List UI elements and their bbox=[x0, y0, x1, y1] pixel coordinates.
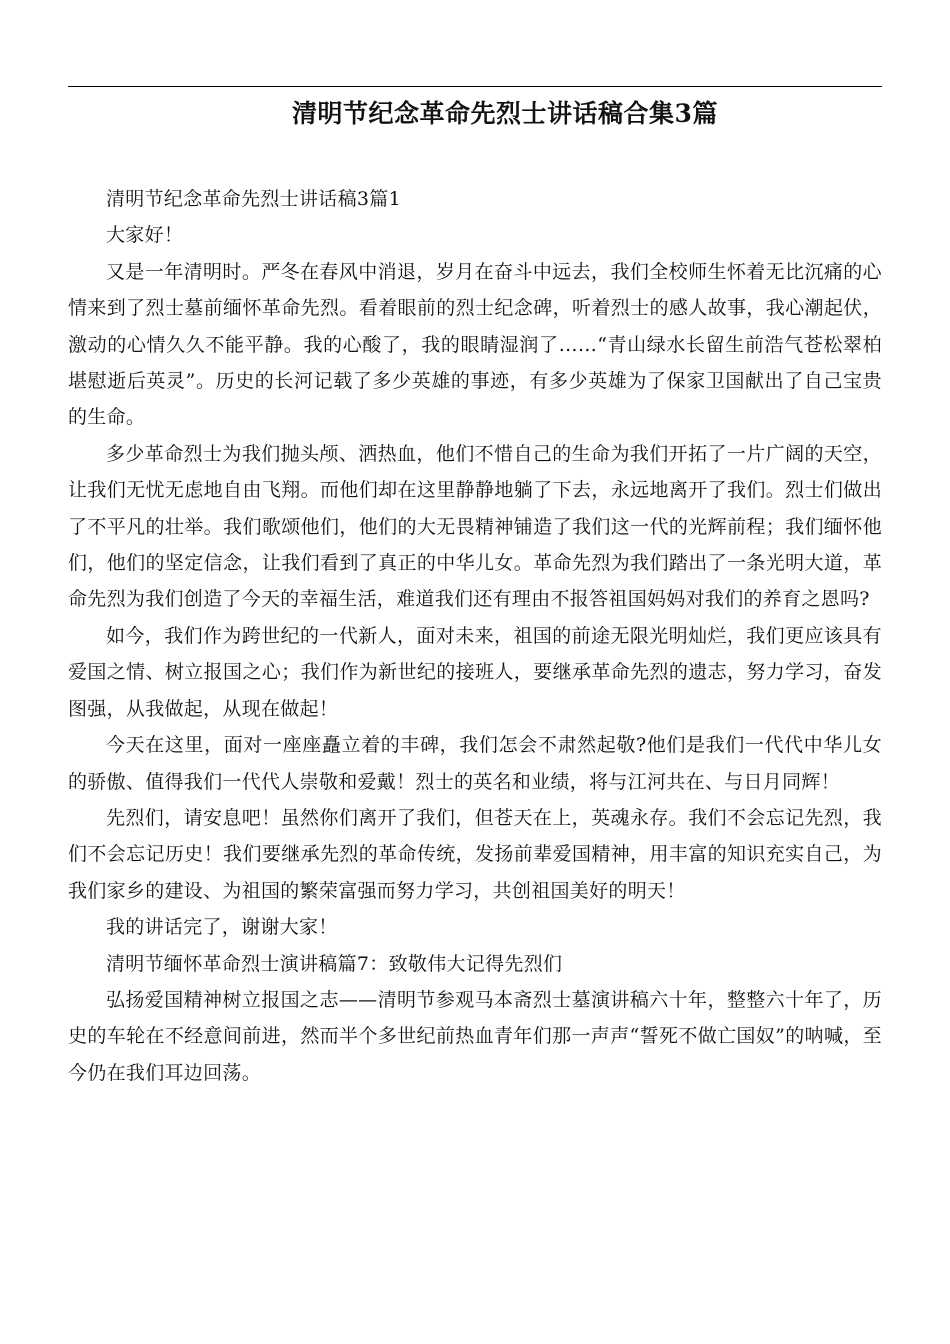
paragraph-body: 又是一年清明时。严冬在春风中消退，岁月在奋斗中远去，我们全校师生怀着无比沉痛的心情来到了烈士墓前缅怀革命先烈。看着眼前的烈士纪念碑，听着烈士的感人故事，我心潮起伏，激动的心情久久不能平静。我的心酸了，我的眼睛湿润了……“青山绿水长留生前浩气苍松翠柏堪慰逝后英灵”。历史的长河记载了多少英雄的事迹，有多少英雄为了保家卫国献出了自己宝贵的生命。 bbox=[68, 260, 882, 429]
paragraph-section-heading: 清明节缅怀革命烈士演讲稿篇7：致敬伟大记得先烈们 bbox=[106, 952, 563, 975]
paragraph-body: 先烈们，请安息吧！虽然你们离开了我们，但苍天在上，英魂永存。我们不会忘记先烈，我们不会忘记历史！我们要继承先烈的革命传统，发扬前辈爱国精神，用丰富的知识充实自己，为我们家乡的建设、为祖国的繁荣富强而努力学习，共创祖国美好的明天！ bbox=[68, 806, 882, 902]
document-body bbox=[68, 181, 882, 1091]
header-rule bbox=[68, 86, 882, 87]
document-title: 清明节纪念革命先烈士讲话稿合集3篇 bbox=[292, 99, 718, 128]
paragraph-greeting: 大家好！ bbox=[106, 224, 184, 247]
paragraph-body: 弘扬爱国精神树立报国之志——清明节参观马本斋烈士墓演讲稿六十年，整整六十年了，历史的车轮在不经意间前进，然而半个多世纪前热血青年们那一声声“誓死不做亡国奴”的呐喊，至今仍在我们耳边回荡。 bbox=[68, 988, 882, 1084]
paragraph-body: 多少革命烈士为我们抛头颅、洒热血，他们不惜自己的生命为我们开拓了一片广阔的天空，让我们无忧无虑地自由飞翔。而他们却在这里静静地躺了下去，永远地离开了我们。烈士们做出了不平凡的壮举。我们歌颂他们，他们的大无畏精神铺造了我们这一代的光辉前程；我们缅怀他们，他们的坚定信念，让我们看到了真正的中华儿女。革命先烈为我们踏出了一条光明大道，革命先烈为我们创造了今天的幸福生活，难道我们还有理由不报答祖国妈妈对我们的养育之恩吗? bbox=[68, 442, 882, 611]
paragraph-body: 今天在这里，面对一座座矗立着的丰碑，我们怎会不肃然起敬?他们是我们一代代中华儿女的骄傲、值得我们一代代人崇敬和爱戴！烈士的英名和业绩，将与江河共在、与日月同辉！ bbox=[68, 734, 882, 793]
paragraph-section-heading: 清明节纪念革命先烈士讲话稿3篇1 bbox=[106, 188, 401, 210]
paragraph-body: 如今，我们作为跨世纪的一代新人，面对未来，祖国的前途无限光明灿烂，我们更应该具有爱国之情、树立报国之心；我们作为新世纪的接班人，要继承革命先烈的遗志，努力学习，奋发图强，从我做起，从现在做起！ bbox=[68, 624, 882, 720]
paragraph-closing: 我的讲话完了，谢谢大家！ bbox=[106, 916, 338, 939]
